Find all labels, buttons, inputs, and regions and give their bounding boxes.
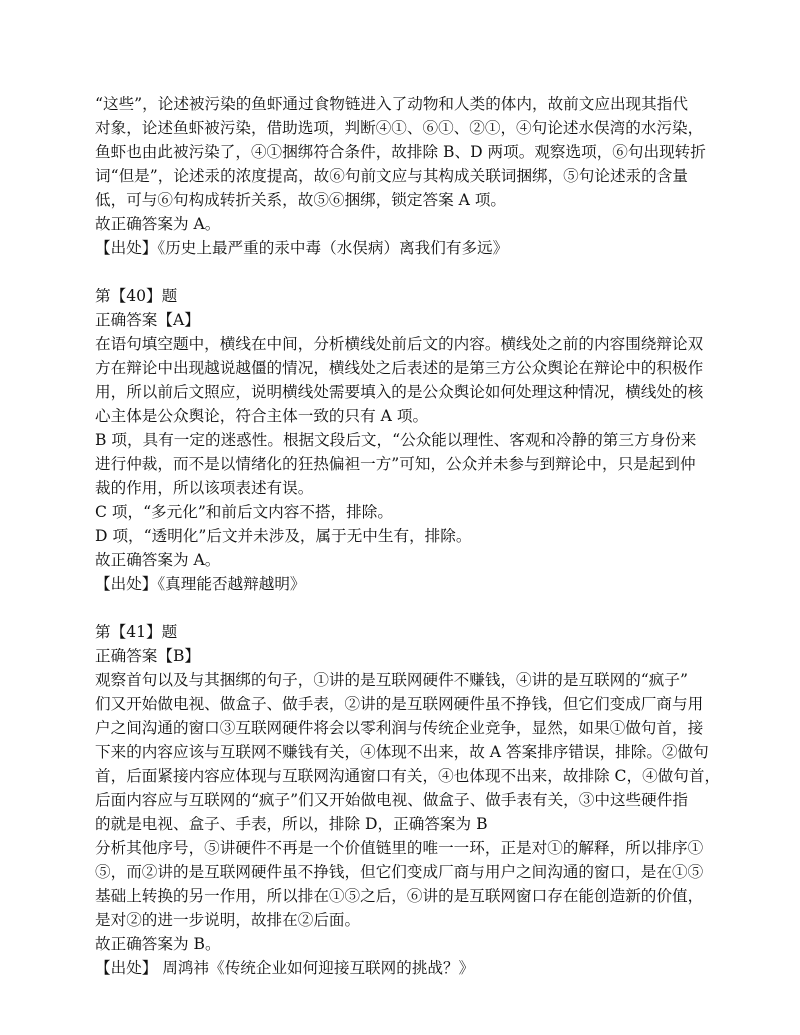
analysis-line: 观察首句以及与其捆绑的句子，①讲的是互联网硬件不赚钱，④讲的是互联网的“疯子”: [95, 671, 688, 689]
source-line: 【出处】 周鸿祎《传统企业如何迎接互联网的挑战？》: [95, 959, 475, 977]
analysis-line: 裁的作用，所以该项表述有误。: [95, 479, 314, 497]
analysis-line: B 项，具有一定的迷惑性。根据文段后文，“公众能以理性、客观和冷静的第三方身份来: [95, 431, 697, 449]
source-line: 【出处】《真理能否越辩越明》: [95, 575, 306, 593]
question-heading: 第【40】题: [95, 287, 178, 305]
analysis-line: “这些”，论述被污染的鱼虾通过食物链进入了动物和人类的体内，故前文应出现其指代: [95, 95, 688, 113]
question-heading: 第【41】题: [95, 623, 178, 641]
answer-line: 正确答案【A】: [95, 311, 200, 329]
analysis-line: 词“但是”，论述汞的浓度提高，故⑥句前文应与其构成关联词捆绑，⑤句论述汞的含量: [95, 167, 688, 185]
analysis-line: 在语句填空题中，横线在中间，分析横线处前后文的内容。横线处之前的内容围绕辩论双: [95, 335, 704, 353]
analysis-line: 们又开始做电视、做盒子、做手表，②讲的是互联网硬件虽不挣钱，但它们变成厂商与用: [95, 695, 704, 713]
answer-line: 正确答案【B】: [95, 647, 201, 665]
analysis-line: 鱼虾也由此被污染了，④①捆绑符合条件，故排除 B、D 两项。观察选项，⑥句出现转折: [95, 143, 706, 161]
conclusion-line: 故正确答案为 B。: [95, 935, 221, 953]
analysis-line: 下来的内容应该与互联网不赚钱有关，④体现不出来，故 A 答案排序错误，排除。②做句: [95, 743, 709, 761]
analysis-line: 低，可与⑥句构成转折关系，故⑤⑥捆绑，锁定答案 A 项。: [95, 191, 507, 209]
source-line: 【出处】《历史上最严重的汞中毒（水俣病）离我们有多远》: [95, 239, 509, 257]
conclusion-line: 故正确答案为 A。: [95, 551, 221, 569]
analysis-line: 分析其他序号，⑤讲硬件不再是一个价值链里的唯一一环，正是对①的解释，所以排序①: [95, 839, 704, 857]
analysis-line: 心主体是公众舆论，符合主体一致的只有 A 项。: [95, 407, 429, 425]
analysis-line: 户之间沟通的窗口③互联网硬件将会以零利润与传统企业竞争，显然，如果①做句首，接: [95, 719, 704, 737]
analysis-line: 是对②的进一步说明，故排在②后面。: [95, 911, 361, 929]
analysis-line: C 项，“多元化”和前后文内容不搭，排除。: [95, 503, 393, 521]
analysis-line: 对象，论述鱼虾被污染，借助选项，判断④①、⑥①、②①，④句论述水俣湾的水污染，: [95, 119, 704, 137]
analysis-line: 的就是电视、盒子、手表，所以，排除 D，正确答案为 B: [95, 815, 488, 833]
analysis-line: 首，后面紧接内容应体现与互联网沟通窗口有关，④也体现不出来，故排除 C，④做句首，: [95, 767, 721, 785]
analysis-line: 基础上转换的另一作用，所以排在①⑤之后，⑥讲的是互联网窗口存在能创造新的价值，: [95, 887, 704, 905]
analysis-line: 用，所以前后文照应，说明横线处需要填入的是公众舆论如何处理这种情况，横线处的核: [95, 383, 704, 401]
conclusion-line: 故正确答案为 A。: [95, 215, 221, 233]
analysis-line: 后面内容应与互联网的“疯子”们又开始做电视、做盒子、做手表有关，③中这些硬件指: [95, 791, 688, 809]
analysis-line: 方在辩论中出现越说越僵的情况，横线处之后表述的是第三方公众舆论在辩论中的积极作: [95, 359, 704, 377]
analysis-line: ⑤，而②讲的是互联网硬件虽不挣钱，但它们变成厂商与用户之间沟通的窗口，是在①⑤: [95, 863, 704, 881]
analysis-line: 进行仲裁，而不是以情绪化的狂热偏袒一方”可知，公众并未参与到辩论中，只是起到仲: [95, 455, 696, 473]
analysis-line: D 项，“透明化”后文并未涉及，属于无中生有，排除。: [95, 527, 472, 545]
